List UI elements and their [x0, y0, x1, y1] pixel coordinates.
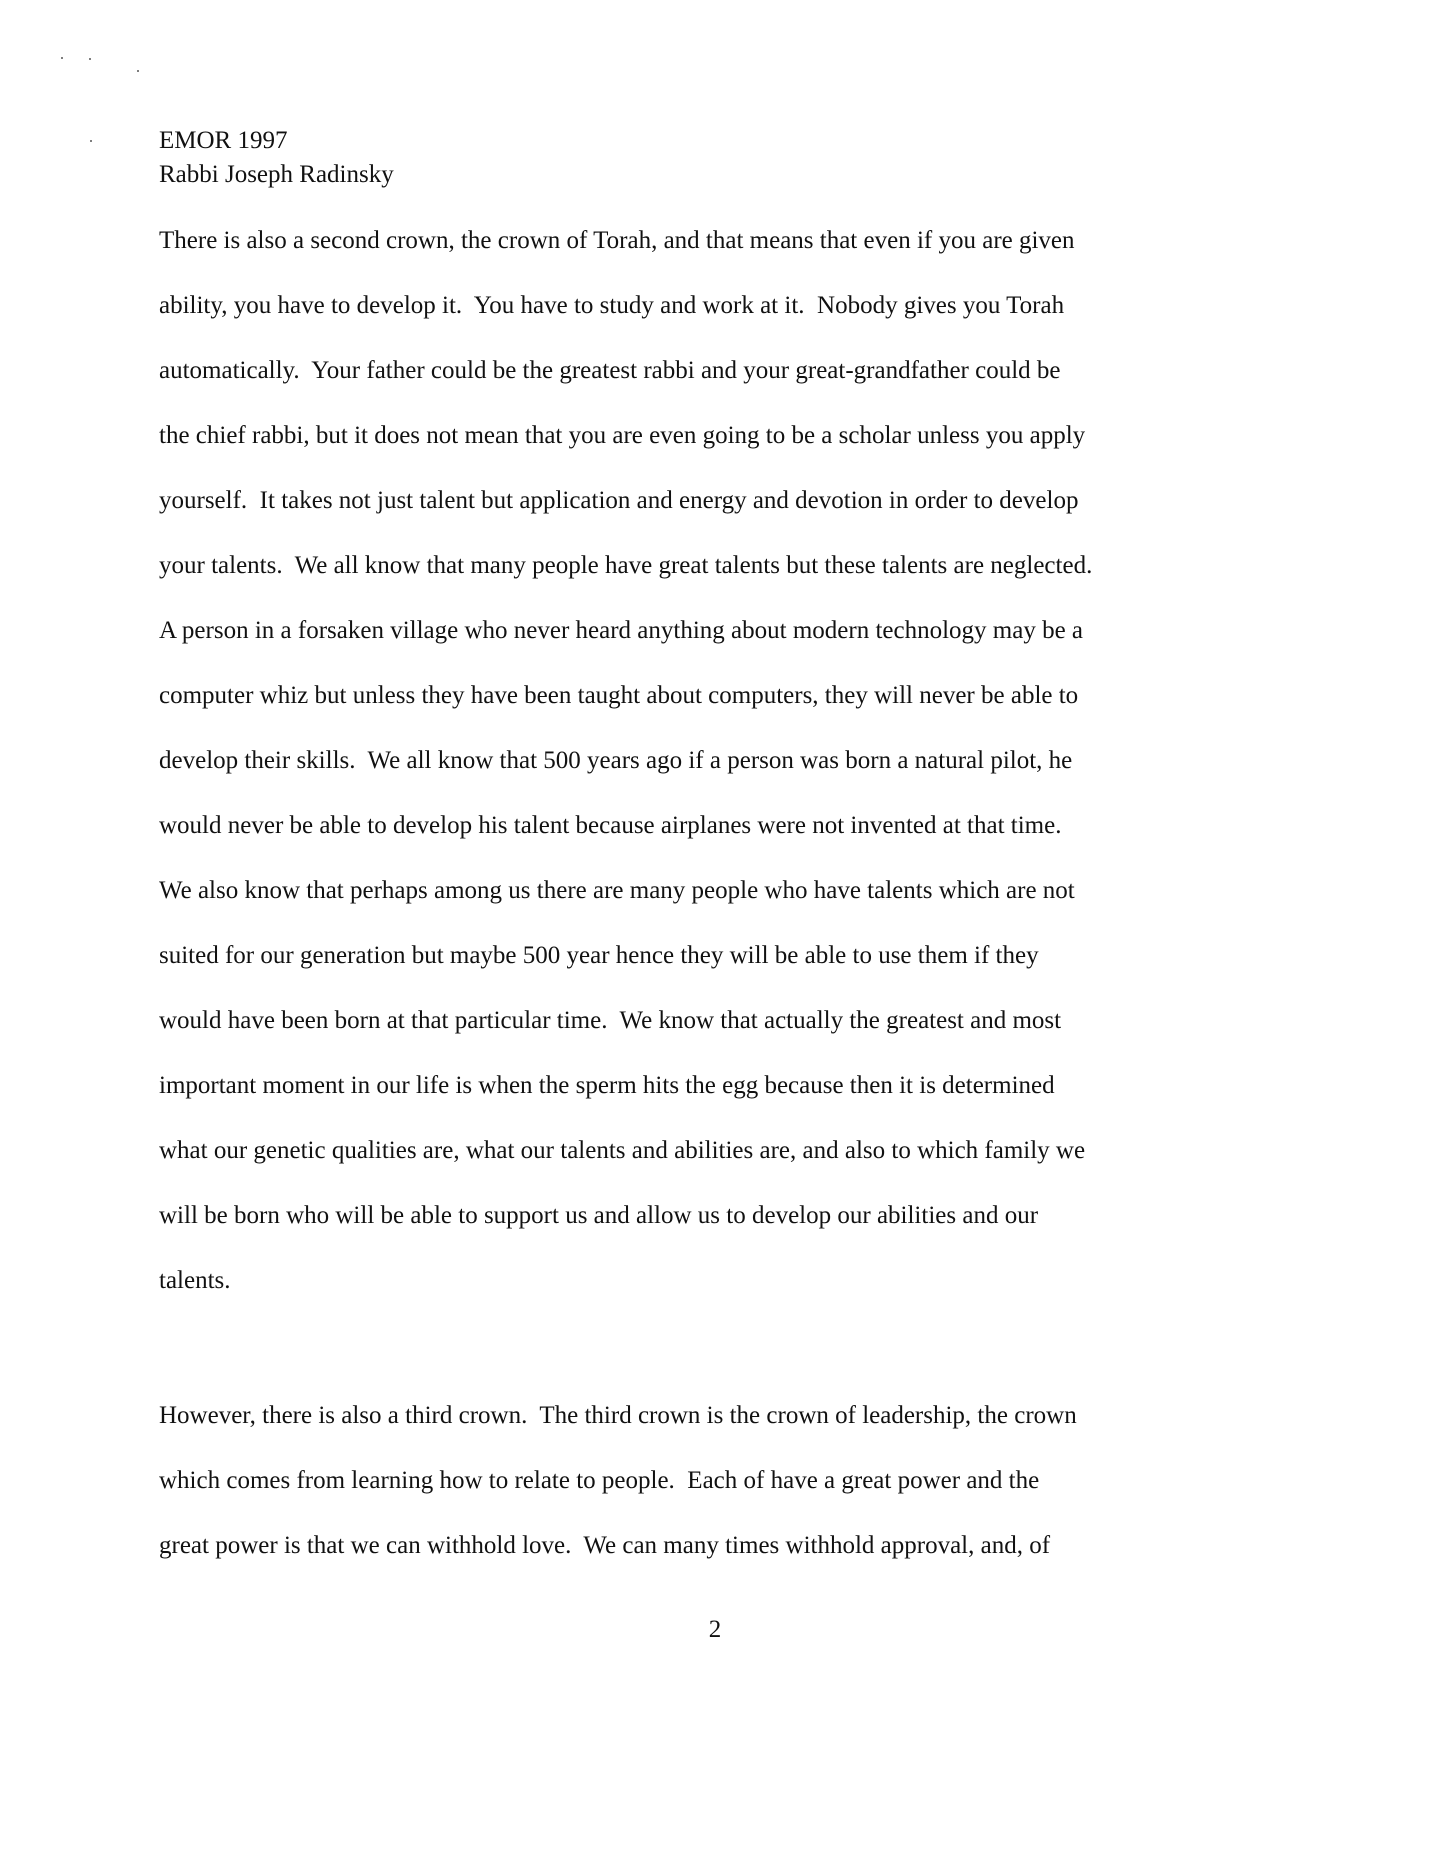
text-line: great power is that we can withhold love. We can many times withhold approval, and, of	[159, 1532, 1051, 1559]
text-line: ability, you have to develop it. You have to study and work at it. Nobody gives you Torah	[159, 292, 1065, 319]
document-header	[159, 124, 394, 192]
text-line: which comes from learning how to relate to people. Each of have a great power and the	[159, 1467, 1040, 1494]
text-line: what our genetic qualities are, what our talents and abilities are, and also to which family we	[159, 1137, 1086, 1164]
text-line: develop their skills. We all know that 500 years ago if a person was born a natural pilot, he	[159, 747, 1073, 774]
text-line: important moment in our life is when the sperm hits the egg because then it is determined	[159, 1072, 1055, 1099]
text-line: would never be able to develop his talent because airplanes were not invented at that time.	[159, 812, 1062, 839]
text-line: will be born who will be able to support us and allow us to develop our abilities and our	[159, 1202, 1039, 1229]
paragraph-1	[159, 208, 1269, 1313]
paragraph-2	[159, 1383, 1269, 1578]
scan-speck	[61, 57, 63, 59]
text-line: computer whiz but unless they have been taught about computers, they will never be able to	[159, 682, 1079, 709]
text-line: the chief rabbi, but it does not mean that you are even going to be a scholar unless you apply	[159, 422, 1086, 449]
text-line: There is also a second crown, the crown of Torah, and that means that even if you are given	[159, 227, 1075, 254]
document-title: EMOR 1997	[159, 127, 288, 154]
text-line: However, there is also a third crown. The third crown is the crown of leadership, the crown	[159, 1402, 1077, 1429]
text-line: would have been born at that particular time. We know that actually the greatest and most	[159, 1007, 1062, 1034]
text-line: suited for our generation but maybe 500 year hence they will be able to use them if they	[159, 942, 1039, 969]
text-line: your talents. We all know that many people have great talents but these talents are neglected.	[159, 552, 1093, 579]
text-line: automatically. Your father could be the greatest rabbi and your great-grandfather could be	[159, 357, 1061, 384]
scan-speck	[89, 58, 91, 60]
text-line: We also know that perhaps among us there are many people who have talents which are not	[159, 877, 1075, 904]
text-line: yourself. It takes not just talent but application and energy and devotion in order to develop	[159, 487, 1079, 514]
scan-speck	[90, 140, 92, 142]
page-number: 2	[708, 1616, 722, 1643]
text-line: A person in a forsaken village who never heard anything about modern technology may be a	[159, 617, 1084, 644]
text-line: talents.	[159, 1267, 231, 1294]
scan-speck	[137, 70, 139, 72]
document-author: Rabbi Joseph Radinsky	[159, 161, 394, 188]
